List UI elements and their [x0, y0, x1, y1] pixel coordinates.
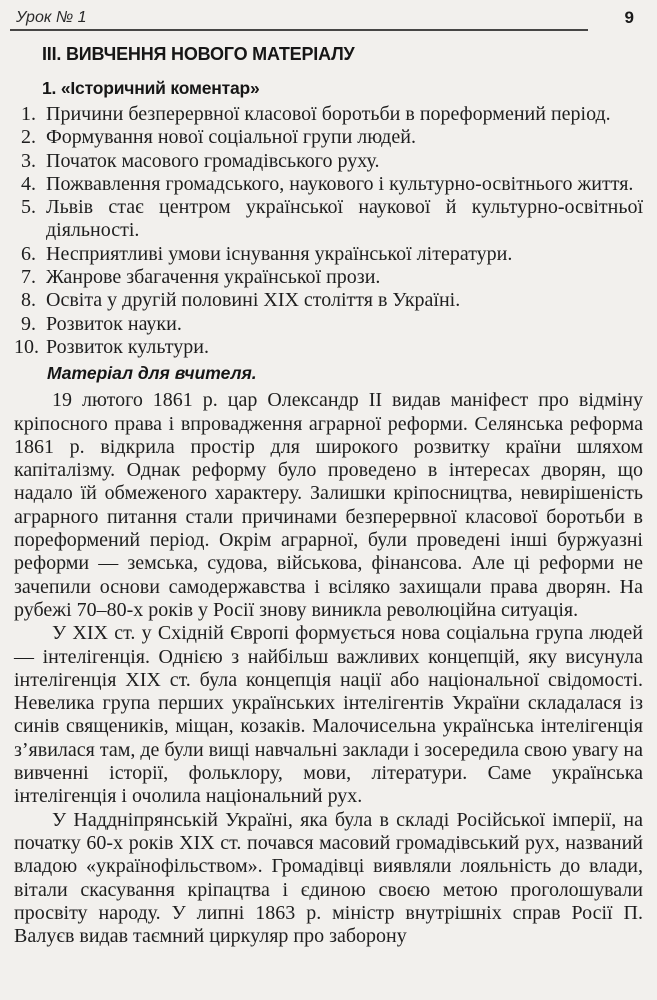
list-item-text: Початок масового громадівського руху.	[46, 149, 380, 172]
paragraph: 19 лютого 1861 р. цар Олександр II видав маніфест про відміну кріпосного права і впровадження аграрної реформи. Селянська реформа 1861 р. відкрила простір для широкого розвитку країни шляхом капіталізму. Однак реформу було проведено в інтересах дворян, що надало їй обмеженого характеру. Залишки кріпосництва, невирішеність аграрного питання стали причинами безперервної класової боротьби в пореформений період. Окрім аграрної, були проведені інші буржуазні реформи — земська, судова, військова, фінансова. Але ці реформи не зачепили основи самодержавства і всіляко захищали права дворян. На рубежі 70–80-х років у Росії знову виникла революційна ситуація.	[14, 389, 643, 621]
list-item-text: Розвиток культури.	[46, 335, 209, 358]
list-item-text: Несприятливі умови існування української літератури.	[46, 242, 513, 265]
list-item-number: 4.	[21, 172, 36, 195]
page-number: 9	[624, 8, 634, 27]
section-heading: III. ВИВЧЕННЯ НОВОГО МАТЕРІАЛУ	[42, 44, 355, 64]
material-heading: Матеріал для вчителя.	[47, 363, 257, 384]
list-item	[14, 336, 643, 359]
list-item	[14, 196, 643, 243]
list-item-number: 9.	[21, 312, 36, 335]
list-item	[14, 150, 643, 173]
list-item	[14, 126, 643, 149]
teacher-material	[14, 389, 643, 948]
paragraph: У XIX ст. у Східній Європі формується нова соціальна група людей — інтелігенція. Однією з найбільш важливих концепцій, яку висунула інтелігенція XIX ст. була концепція нації або національної свідомості. Невелика група перших українських інтелігентів України складалася із синів священиків, міщан, козаків. Малочисельна українська інтелігенція з’явилася там, де були вищі навчальні заклади і зосередила свою увагу на вивченні історії, фольклору, мови, літератури. Саме українська інтелігенція і очолила національний рух.	[14, 622, 643, 808]
list-item-text: Львів стає центром української наукової й культурно-освітньої діяльності.	[46, 196, 643, 242]
list-item	[14, 243, 643, 266]
list-item-number: 2.	[21, 126, 36, 149]
list-item	[14, 313, 643, 336]
paragraph: У Наддніпрянській Україні, яка була в складі Російської імперії, на початку 60-х років XIX ст. почався масовий громадівський рух, названий владою «українофільством». Громадівці виявляли лояльність до влади, вітали скасування кріпацтва і єдиною своєю метою проголошували просвіту народу. У липні 1863 р. міністр внутрішніх справ Росії П. Валуєв видав таємний циркуляр про заборону	[14, 808, 643, 948]
list-item-number: 8.	[21, 289, 36, 312]
list-item	[14, 266, 643, 289]
list-item-text: Жанрове збагачення української прози.	[46, 266, 381, 289]
list-item	[14, 103, 643, 126]
subsection-heading: 1. «Історичний коментар»	[42, 78, 260, 98]
header-rule	[10, 29, 588, 31]
list-item-number: 7.	[21, 266, 36, 289]
running-header	[14, 6, 643, 30]
list-item-number: 3.	[21, 149, 36, 172]
lesson-plan-list	[14, 103, 643, 359]
list-item-text: Розвиток науки.	[46, 312, 182, 335]
list-item-number: 5.	[21, 196, 36, 219]
list-item	[14, 289, 643, 312]
list-item-text: Освіта у другій половині XIX століття в Україні.	[46, 289, 461, 312]
list-item-text: Формування нової соціальної групи людей.	[46, 126, 416, 149]
list-item-number: 6.	[21, 242, 36, 265]
list-item-number: 10.	[14, 335, 39, 358]
running-title: Урок № 1	[16, 9, 87, 26]
list-item-text: Пожвавлення громадського, наукового і культурно-освітнього життя.	[46, 172, 634, 195]
list-item	[14, 173, 643, 196]
list-item-text: Причини безперервної класової боротьби в пореформений період.	[46, 103, 611, 125]
list-item-number: 1.	[21, 103, 36, 125]
